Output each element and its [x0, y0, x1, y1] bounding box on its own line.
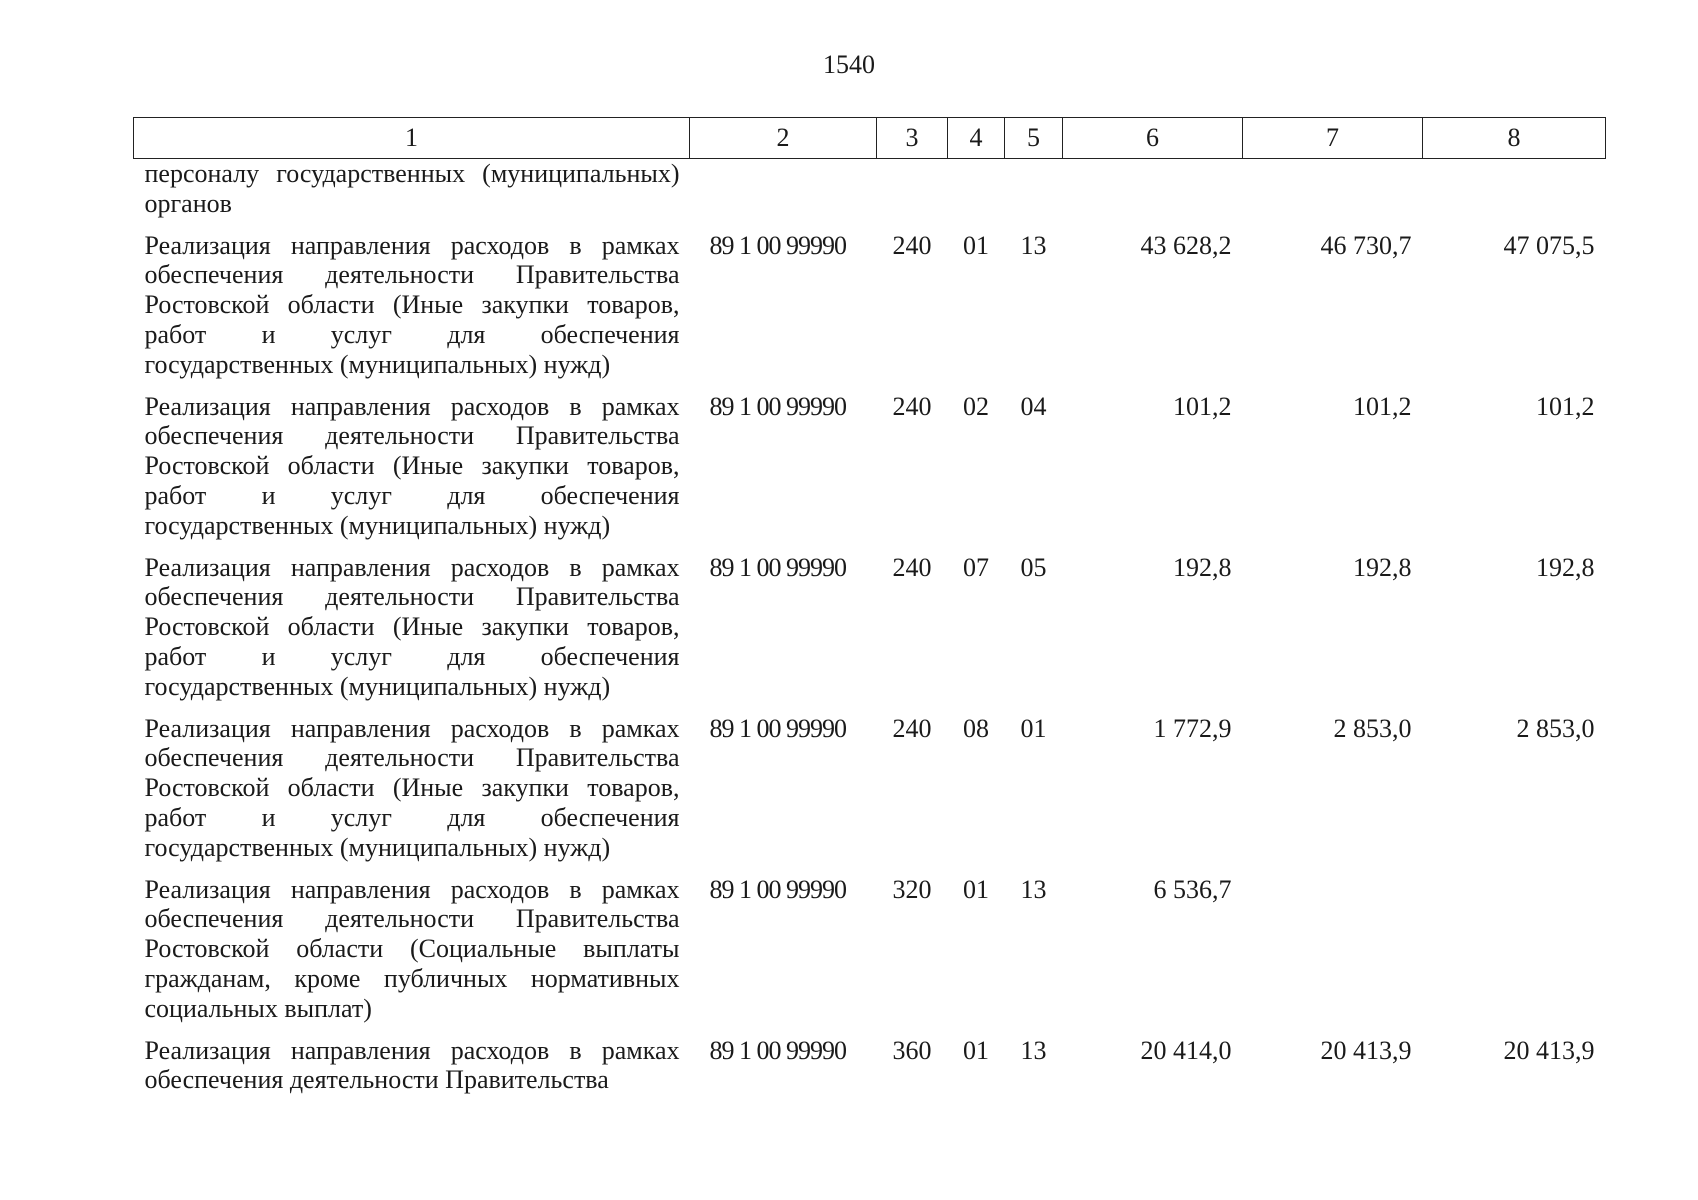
row-amount-col8: 192,8	[1536, 552, 1595, 582]
column-header: 8	[1423, 118, 1606, 159]
column-header: 4	[948, 118, 1005, 159]
row-section: 08	[963, 713, 989, 743]
row-amount-col6: 101,2	[1173, 391, 1232, 421]
table-row	[134, 219, 1606, 380]
row-subsection: 13	[1020, 874, 1047, 904]
row-amount-col8: 2 853,0	[1516, 713, 1595, 743]
row-expense-type: 360	[892, 1035, 932, 1065]
row-expense-type: 240	[892, 713, 932, 743]
row-description: Реализация направления расходов в рамках обеспечения деятельности Правительства Ростовской области (Иные закупки товаров, работ и услуг для обеспечения государственных (муниципальных) нужд)	[144, 391, 680, 540]
row-amount-col6: 1 772,9	[1153, 713, 1232, 743]
row-amount-col6: 6 536,7	[1153, 874, 1232, 904]
row-amount-col7	[1243, 863, 1423, 1024]
row-subsection: 01	[1020, 713, 1047, 743]
row-section: 01	[963, 230, 989, 260]
table-row	[134, 541, 1606, 702]
row-amount-col6: 192,8	[1173, 552, 1232, 582]
row-amount-col8: 20 413,9	[1503, 1035, 1595, 1065]
row-subsection: 13	[1020, 230, 1047, 260]
row-description: персоналу государственных (муниципальных) органов	[144, 159, 680, 218]
row-amount-col7: 20 413,9	[1320, 1035, 1412, 1065]
row-expense-type	[877, 159, 948, 219]
row-amount-col7	[1243, 159, 1423, 219]
row-expense-type: 240	[892, 391, 932, 421]
row-amount-col8	[1423, 863, 1606, 1024]
row-amount-col7: 192,8	[1353, 552, 1412, 582]
row-section	[948, 159, 1005, 219]
row-section: 01	[963, 1035, 989, 1065]
row-subsection: 13	[1020, 1035, 1047, 1065]
row-target-code: 89 1 00 99990	[709, 874, 846, 904]
table-row	[134, 159, 1606, 219]
row-target-code: 89 1 00 99990	[709, 552, 846, 582]
row-amount-col7: 46 730,7	[1320, 230, 1412, 260]
row-section: 07	[963, 552, 989, 582]
column-header: 1	[134, 118, 690, 159]
table-row	[134, 863, 1606, 1024]
row-description: Реализация направления расходов в рамках обеспечения деятельности Правительства Ростовской области (Иные закупки товаров, работ и услуг для обеспечения государственных (муниципальных) нужд)	[144, 552, 680, 701]
row-amount-col8: 47 075,5	[1503, 230, 1595, 260]
table-row	[134, 380, 1606, 541]
column-header: 6	[1063, 118, 1243, 159]
row-subsection: 04	[1020, 391, 1047, 421]
row-description: Реализация направления расходов в рамках обеспечения деятельности Правительства Ростовской области (Иные закупки товаров, работ и услуг для обеспечения государственных (муниципальных) нужд)	[144, 230, 680, 379]
row-target-code: 89 1 00 99990	[709, 1035, 846, 1065]
row-amount-col8: 101,2	[1536, 391, 1595, 421]
row-amount-col6: 43 628,2	[1140, 230, 1232, 260]
row-amount-col8	[1423, 159, 1606, 219]
row-subsection: 05	[1020, 552, 1047, 582]
column-header: 5	[1005, 118, 1063, 159]
budget-table	[133, 117, 1606, 1095]
row-section: 02	[963, 391, 989, 421]
row-description: Реализация направления расходов в рамках обеспечения деятельности Правительства Ростовской области (Социальные выплаты гражданам, кроме публичных нормативных социальных выплат)	[144, 874, 680, 1023]
row-amount-col6	[1063, 159, 1243, 219]
row-description: Реализация направления расходов в рамках обеспечения деятельности Правительства	[144, 1035, 680, 1095]
row-target-code: 89 1 00 99990	[709, 713, 846, 743]
row-expense-type: 240	[892, 230, 932, 260]
row-expense-type: 240	[892, 552, 932, 582]
row-amount-col6: 20 414,0	[1140, 1035, 1232, 1065]
page-number: 1540	[823, 50, 875, 79]
table-row	[134, 1024, 1606, 1096]
row-subsection	[1005, 159, 1063, 219]
column-header: 2	[690, 118, 877, 159]
row-amount-col7: 101,2	[1353, 391, 1412, 421]
row-section: 01	[963, 874, 989, 904]
row-amount-col7: 2 853,0	[1333, 713, 1412, 743]
table-header-row	[134, 118, 1606, 159]
column-header: 3	[877, 118, 948, 159]
table-row	[134, 702, 1606, 863]
row-target-code	[690, 159, 877, 219]
row-target-code: 89 1 00 99990	[709, 230, 846, 260]
row-target-code: 89 1 00 99990	[709, 391, 846, 421]
row-description: Реализация направления расходов в рамках обеспечения деятельности Правительства Ростовской области (Иные закупки товаров, работ и услуг для обеспечения государственных (муниципальных) нужд)	[144, 713, 680, 862]
row-expense-type: 320	[892, 874, 932, 904]
column-header: 7	[1243, 118, 1423, 159]
